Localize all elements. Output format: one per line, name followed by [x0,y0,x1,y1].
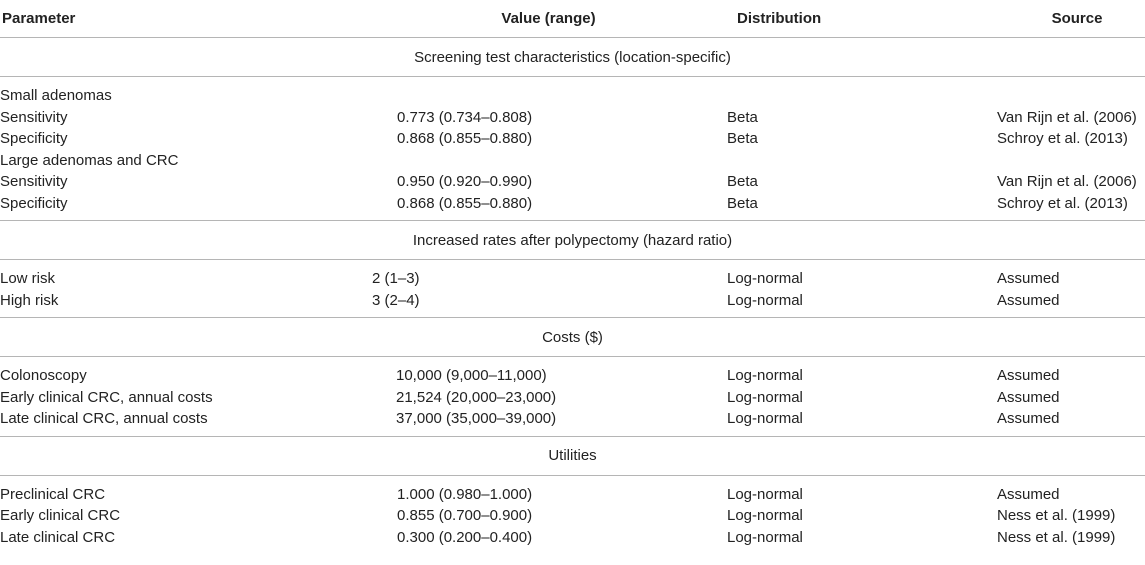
cell-source: Assumed [997,291,1060,309]
cell-value: 0.950 (0.920–0.990) [397,173,533,191]
cell-distribution: Beta [727,173,758,191]
cell-source: Assumed [997,485,1060,503]
cell-value: 21,524 (20,000–23,000) [396,388,557,406]
cell-source: Van Rijn et al. (2006) [997,108,1137,126]
table-row [0,107,1145,129]
cell-value: 1.000 (0.980–1.000) [397,485,533,503]
table-row [0,357,1145,387]
cell-parameter: High risk [0,291,59,309]
section-title: Increased rates after polypectomy (hazard ratio) [0,221,1145,260]
header-value: Value (range) [370,0,727,38]
cell-parameter: Large adenomas and CRC [0,151,179,169]
cell-parameter: Small adenomas [0,87,112,105]
cell-distribution: Log-normal [727,485,803,503]
table-row [0,150,1145,172]
section-header-row [0,436,1145,475]
cell-parameter: Low risk [0,270,56,288]
section-header-row [0,221,1145,260]
cell-source [997,77,1145,107]
section-title: Utilities [0,436,1145,475]
table-row [0,475,1145,505]
cell-source: Assumed [997,367,1060,385]
cell-distribution: Beta [727,108,758,126]
cell-parameter: Sensitivity [0,108,68,126]
table-row [0,527,1145,555]
cell-source: Van Rijn et al. (2006) [997,173,1137,191]
section-title: Screening test characteristics (location-specific) [0,38,1145,77]
table-row [0,387,1145,409]
cell-source: Schroy et al. (2013) [997,130,1128,148]
cell-source: Ness et al. (1999) [997,528,1116,546]
cell-value: 0.300 (0.200–0.400) [397,528,533,546]
table-row [0,260,1145,290]
header-row [0,0,1145,38]
table-row [0,171,1145,193]
cell-distribution: Beta [727,194,758,212]
header-source: Source [997,0,1145,38]
cell-parameter: Early clinical CRC [0,507,121,525]
cell-distribution [727,77,997,107]
cell-value [370,77,727,107]
cell-parameter: Specificity [0,194,68,212]
cell-source: Assumed [997,410,1060,428]
table-row [0,193,1145,221]
section-header-row [0,38,1145,77]
cell-value: 0.855 (0.700–0.900) [397,507,533,525]
table-row [0,408,1145,436]
cell-distribution: Log-normal [727,291,803,309]
cell-distribution: Log-normal [727,507,803,525]
cell-source: Assumed [997,388,1060,406]
cell-parameter: Specificity [0,130,68,148]
cell-parameter: Late clinical CRC, annual costs [0,410,208,428]
cell-value: 10,000 (9,000–11,000) [396,367,547,385]
table-row [0,128,1145,150]
header-parameter: Parameter [0,0,370,38]
cell-parameter: Preclinical CRC [0,485,106,503]
cell-distribution: Log-normal [727,410,803,428]
cell-distribution: Log-normal [727,270,803,288]
cell-value: 0.773 (0.734–0.808) [397,108,533,126]
cell-value: 3 (2–4) [372,291,420,309]
cell-distribution: Log-normal [727,388,803,406]
table-body [0,38,1145,555]
cell-parameter: Colonoscopy [0,367,87,385]
cell-distribution: Log-normal [727,367,803,385]
header-distribution: Distribution [727,0,997,38]
cell-source: Assumed [997,270,1060,288]
cell-distribution: Log-normal [727,528,803,546]
cell-value: 2 (1–3) [372,270,420,288]
cell-source: Ness et al. (1999) [997,507,1116,525]
cell-source [997,150,1145,172]
section-header-row [0,318,1145,357]
cell-value: 0.868 (0.855–0.880) [397,130,533,148]
cell-distribution [727,150,997,172]
cell-parameter: Sensitivity [0,173,68,191]
cell-value: 37,000 (35,000–39,000) [396,410,557,428]
cell-distribution: Beta [727,130,758,148]
cell-value: 0.868 (0.855–0.880) [397,194,533,212]
table-row [0,505,1145,527]
cell-parameter: Early clinical CRC, annual costs [0,388,213,406]
table-row [0,77,1145,107]
cell-parameter: Late clinical CRC [0,528,116,546]
cell-value [370,150,727,172]
cell-source: Schroy et al. (2013) [997,194,1128,212]
table-row [0,290,1145,318]
section-title: Costs ($) [0,318,1145,357]
